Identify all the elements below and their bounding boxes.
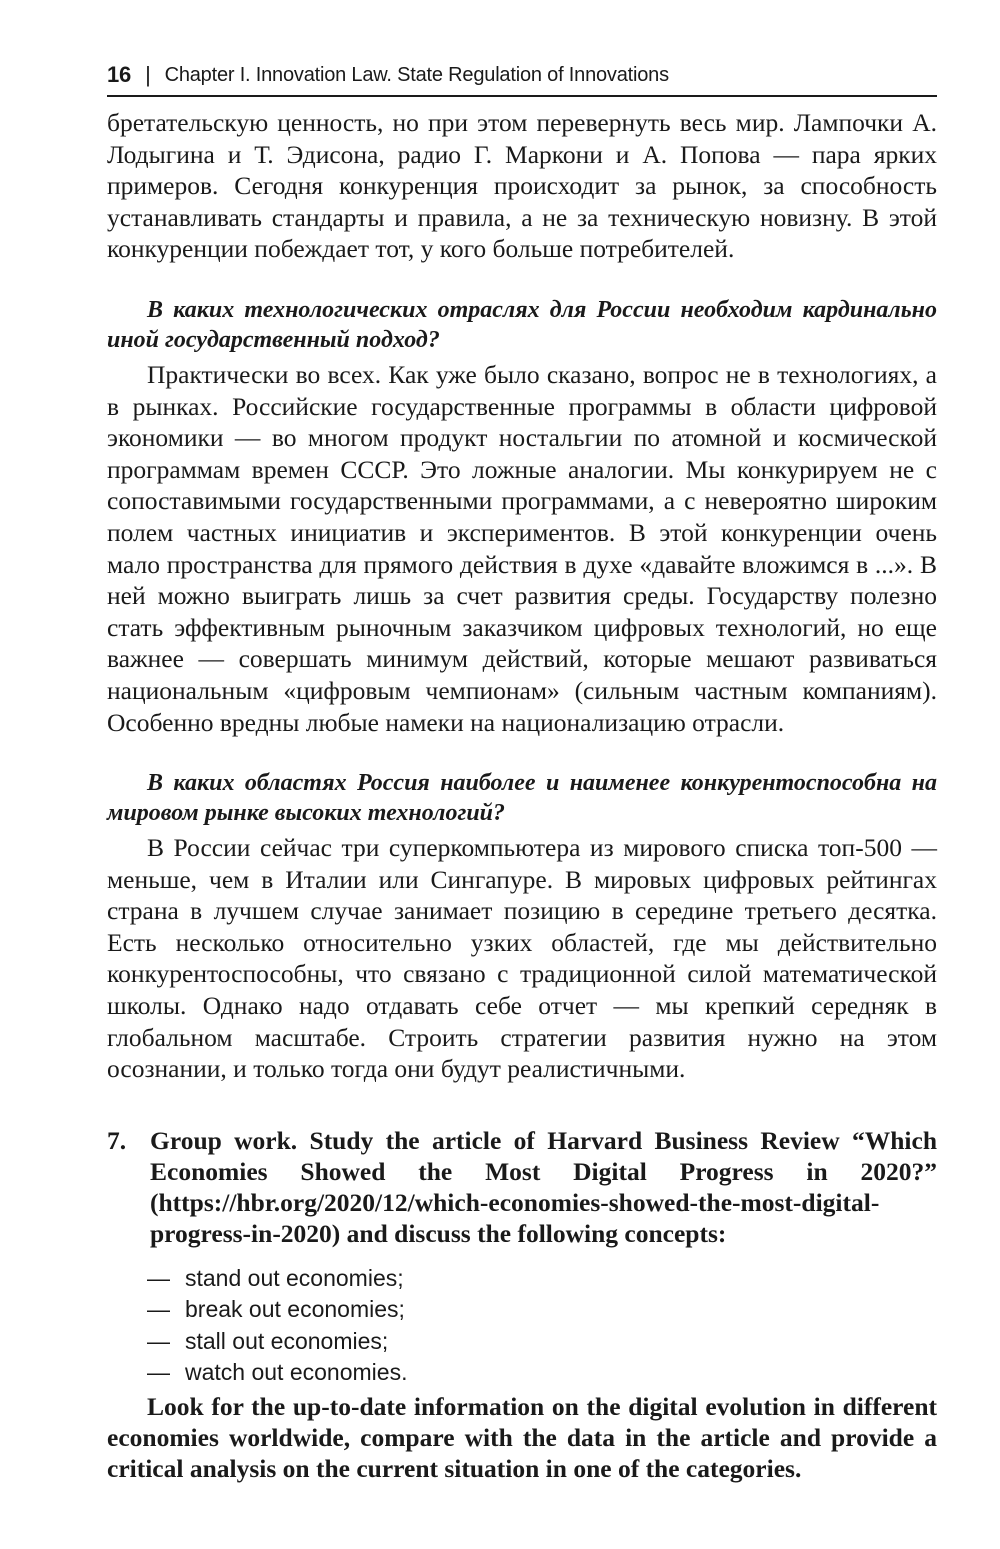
dash-bullet: — xyxy=(147,1359,170,1386)
running-header xyxy=(107,55,937,97)
chapter-title: Chapter I. Innovation Law. State Regulation of Innovations xyxy=(164,63,669,86)
task-number: 7. xyxy=(107,1125,127,1155)
concept-label: watch out economies. xyxy=(185,1359,408,1386)
concept-list xyxy=(147,1263,937,1389)
header-separator: | xyxy=(145,62,151,87)
book-page xyxy=(107,55,937,1484)
dash-bullet: — xyxy=(147,1327,170,1354)
interview-answer-1: Практически во всех. Как уже было сказано, вопрос не в технологиях, а в рынках. Российские государственные программы в области цифровой экономики — во многом продукт ностальгии по атомной и космической программам времен СССР. Это ложные аналогии. Мы конкурируем не с сопоставимыми государственными программами, а с невероятно широким полем частных инициатив и экспериментов. В этой конкуренции очень мало пространства для прямого действия в духе «давайте вложимся в ...». В ней можно выиграть лишь за счет развития среды. Государству полезно стать эффективным рыночным заказчиком цифровых технологий, но еще важнее — совершать минимум действий, которые мешают развиваться национальным «цифровым чемпионам» (сильным частным компаниям). Особенно вредны любые намеки на национализацию отрасли. xyxy=(107,359,937,737)
list-item xyxy=(147,1357,937,1389)
interview-answer-2: В России сейчас три суперкомпьютера из мирового списка топ-500 — меньше, чем в Италии или Сингапуре. В мировых цифровых рейтингах страна в лучшем случае занимает позицию в середине третьего десятка. Есть несколько относительно узких областей, где мы действительно конкурентоспособны, что связано с традиционной силой математической школы. Однако надо отдавать себе отчет — мы крепкий середняк в глобальном масштабе. Строить стратегии развития нужно на этом осознании, и только тогда они будут реалистичными. xyxy=(107,833,937,1084)
task-followup: Look for the up-to-date information on the digital evolution in different economies worldwide, compare with the data in the article and provide a critical analysis on the current situation in one of the categories. xyxy=(107,1391,937,1483)
continued-paragraph: бретательскую ценность, но при этом перевернуть весь мир. Лампочки А. Лодыгина и Т. Эдисона, радио Г. Маркони и А. Попова — пара ярких примеров. Сегодня конкуренция происходит за рынок, за способность устанавливать стандарты и правила, а не за техническую новизну. В этой конкуренции побеждает тот, у кого больше потребителей. xyxy=(107,108,937,264)
group-work-task xyxy=(107,1125,937,1249)
page-number: 16 xyxy=(107,62,132,87)
list-item xyxy=(147,1263,937,1295)
dash-bullet: — xyxy=(147,1296,170,1323)
list-item xyxy=(147,1326,937,1358)
interview-question-1: В каких технологических отраслях для России необходим кардинально иной государственный подход? xyxy=(107,296,937,353)
dash-bullet: — xyxy=(147,1264,170,1291)
concept-label: stand out economies; xyxy=(185,1264,404,1291)
task-instructions: Group work. Study the article of Harvard Business Review “Which Economies Showed the Most Digital Progress in 2020?” (https://hbr.org/2020/12/which-economies-showed-the-most-digital-progress-in-2020) and discuss the following concepts: xyxy=(150,1125,937,1248)
interview-question-2: В каких областях Россия наиболее и наименее конкурентоспособна на мировом рынке высоких технологий? xyxy=(107,770,937,827)
concept-label: break out economies; xyxy=(185,1296,405,1323)
concept-label: stall out economies; xyxy=(185,1327,389,1354)
list-item xyxy=(147,1294,937,1326)
